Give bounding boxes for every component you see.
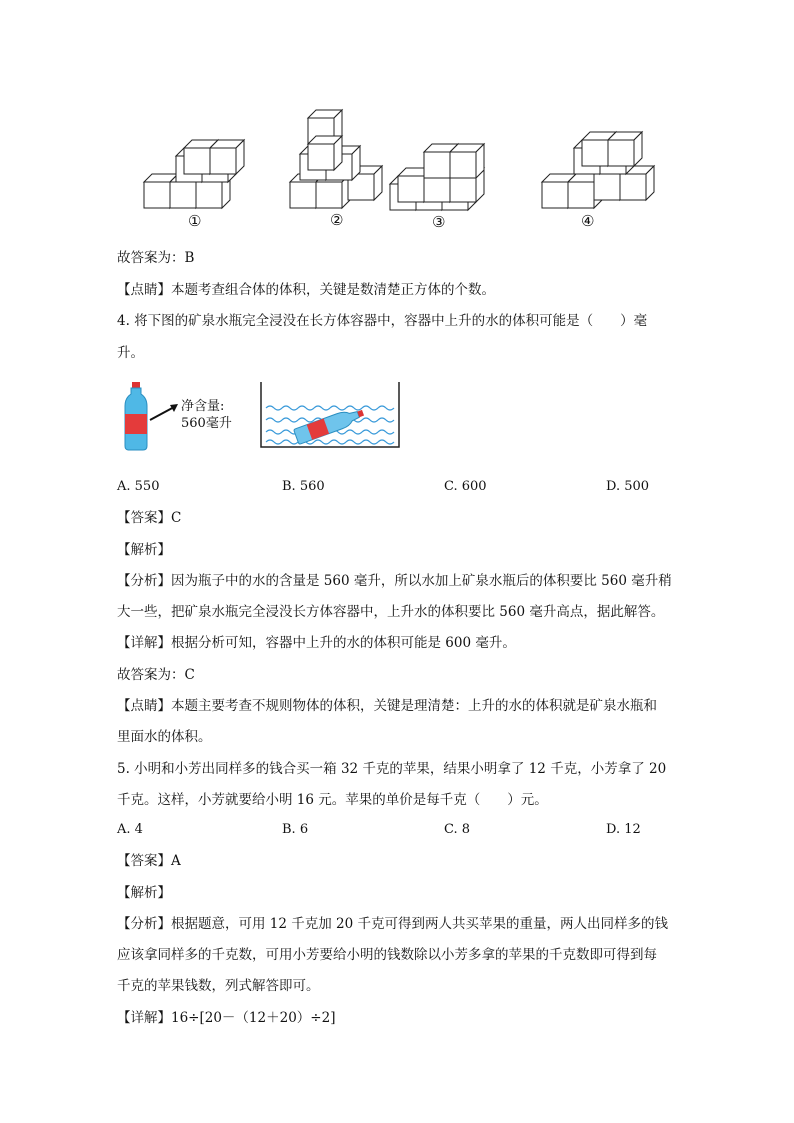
q4-final-answer: 故答案为：C (117, 667, 195, 683)
figure-2 (290, 110, 382, 208)
q5-answer: 【答案】A (117, 853, 181, 869)
q5-analysis-1: 【分析】根据题意，可用 12 千克加 20 千克可得到两人共买苹果的重量，两人出同样多的钱 (117, 916, 669, 932)
question-4-line-1: 4. 将下图的矿泉水瓶完全浸没在长方体容器中，容器中上升的水的体积可能是（ ）毫 (117, 313, 648, 329)
q4-analysis-1: 【分析】因为瓶子中的水的含量是 560 毫升，所以水加上矿泉水瓶后的体积要比 560 毫升稍 (117, 573, 672, 589)
q4-option-a: A. 550 (117, 479, 160, 494)
answer-line: 故答案为：B (117, 250, 195, 266)
question-5-line-2: 千克。这样，小芳就要给小明 16 元。苹果的单价是每千克（ ）元。 (117, 792, 548, 808)
q4-analysis-heading: 【解析】 (117, 542, 171, 558)
figure-4 (542, 132, 654, 208)
q5-analysis-heading: 【解析】 (117, 885, 171, 901)
figure-3 (390, 144, 484, 210)
q4-analysis-2: 大一些，把矿泉水瓶完全浸没长方体容器中，上升水的体积要比 560 毫升高点，据此解答。 (117, 604, 665, 620)
q4-option-d: D. 500 (606, 479, 650, 494)
q4-tip-1: 【点睛】本题主要考查不规则物体的体积，关键是理清楚：上升的水的体积就是矿泉水瓶和 (117, 698, 657, 714)
tip-line: 【点睛】本题考查组合体的体积，关键是数清楚正方体的个数。 (117, 282, 495, 298)
q4-tip-2: 里面水的体积。 (117, 729, 212, 745)
q4-option-b: B. 560 (282, 479, 325, 494)
q5-analysis-2: 应该拿同样多的千克数，可用小芳要给小明的钱数除以小芳多拿的苹果的千克数即可得到每 (117, 947, 657, 963)
q4-answer: 【答案】C (117, 510, 182, 526)
question-4-line-2: 升。 (117, 345, 144, 361)
figure-1 (144, 140, 244, 208)
bottle-illustration (120, 380, 410, 452)
q5-analysis-3: 千克的苹果钱数，列式解答即可。 (117, 978, 320, 994)
q5-detail: 【详解】16÷[20－（12＋20）÷2] (117, 1010, 336, 1026)
bottle-label-line-1: 净含量: (181, 399, 225, 414)
figure-label-1: ① (188, 212, 202, 230)
question-5-line-1: 5. 小明和小芳出同样多的钱合买一箱 32 千克的苹果，结果小明拿了 12 千克，小芳拿了 20 (117, 761, 667, 777)
figure-label-3: ③ (432, 213, 446, 231)
q5-option-d: D. 12 (606, 822, 641, 837)
q5-option-a: A. 4 (117, 822, 143, 837)
container-box (261, 382, 399, 447)
figure-label-2: ② (330, 211, 344, 229)
bottle-label-line-2: 560毫升 (181, 416, 232, 431)
q5-option-c: C. 8 (444, 822, 471, 837)
bottle-icon (125, 382, 147, 450)
q5-option-b: B. 6 (282, 822, 309, 837)
q4-detail: 【详解】根据分析可知，容器中上升的水的体积可能是 600 毫升。 (117, 635, 516, 651)
figure-label-4: ④ (581, 212, 595, 230)
q4-option-c: C. 600 (444, 479, 487, 494)
